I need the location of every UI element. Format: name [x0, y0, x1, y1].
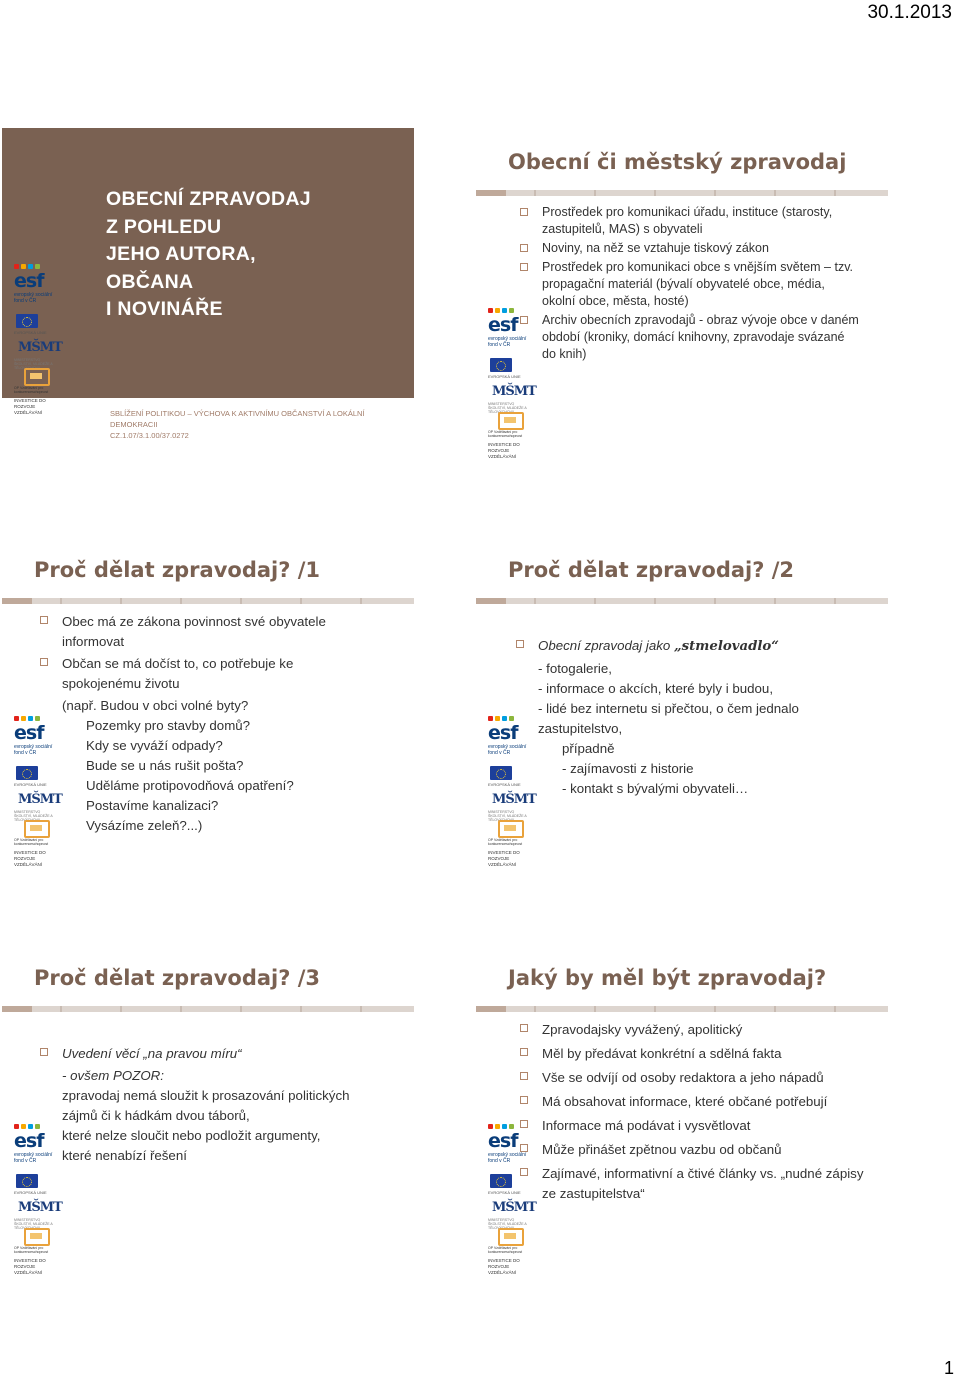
detail-subline: případně — [562, 741, 615, 756]
square-bullet-icon — [520, 1120, 528, 1128]
title-divider — [2, 598, 414, 604]
bullet-list — [516, 636, 856, 799]
slide-heading: Obecní či městský zpravodaj — [508, 150, 847, 174]
slide-why-3 — [2, 944, 412, 1275]
slide-heading: Proč dělat zpravodaj? /2 — [508, 558, 795, 582]
title-divider — [476, 1006, 888, 1012]
title-line: OBECNÍ ZPRAVODAJ — [106, 188, 311, 210]
op-caption: OP Vzdělávání pro konkurenceschopnost — [488, 1246, 523, 1254]
detail-line: které nelze sloučit nebo podložit argumenty, — [62, 1128, 321, 1143]
op-logo-icon — [498, 412, 524, 430]
detail-line: - ovšem POZOR: — [62, 1068, 164, 1083]
detail-line: - informace o akcích, které byly i budou, — [538, 681, 774, 696]
slide-title — [2, 128, 412, 440]
detail-line: - fotogalerie, — [538, 661, 612, 676]
detail-subline: - zajímavosti z historie — [562, 761, 694, 776]
list-item: Prostředek pro komunikaci úřadu, instituce (starosty, zastupitelů, MAS) s obyvateli — [520, 204, 860, 238]
op-caption: OP Vzdělávání pro konkurenceschopnost — [488, 430, 523, 438]
op-caption: OP Vzdělávání pro konkurenceschopnost — [488, 838, 523, 846]
invest-caption: INVESTICE DO ROZVOJE VZDĚLÁVÁNÍ — [488, 1258, 520, 1275]
msmt-caption: MINISTERSTVO ŠKOLSTVÍ, MLÁDEŽE A TĚLOVÝCHOVY — [488, 402, 527, 414]
slide-why-1 — [2, 536, 412, 867]
msmt-logo: MŠMT — [18, 340, 62, 355]
esf-logo: esf — [488, 716, 518, 740]
op-caption: OP Vzdělávání pro konkurenceschopnost — [14, 386, 49, 394]
msmt-caption: MINISTERSTVO ŠKOLSTVÍ, MLÁDEŽE A TĚLOVÝCHOVY — [14, 1218, 53, 1230]
list-item: Zpravodajsky vyvážený, apolitický — [520, 1020, 865, 1040]
eu-caption: EVROPSKÁ UNIE — [488, 374, 521, 379]
project-footer — [110, 408, 410, 441]
title-line: I NOVINÁŘE — [106, 298, 223, 320]
eu-flag-icon — [490, 358, 512, 372]
eu-flag-icon — [16, 1174, 38, 1188]
invest-caption: INVESTICE DO ROZVOJE VZDĚLÁVÁNÍ — [14, 398, 46, 415]
invest-caption: INVESTICE DO ROZVOJE VZDĚLÁVÁNÍ — [488, 850, 520, 867]
op-logo-icon — [24, 1228, 50, 1246]
square-bullet-icon — [520, 1168, 528, 1176]
square-bullet-icon — [520, 1096, 528, 1104]
esf-caption: evropský sociální fond v ČR — [14, 292, 53, 304]
example-intro: (např. Budou v obci volné byty? — [62, 698, 249, 713]
bullet-list — [40, 612, 370, 836]
title-divider — [476, 598, 888, 604]
invest-caption: INVESTICE DO ROZVOJE VZDĚLÁVÁNÍ — [488, 442, 520, 459]
square-bullet-icon — [40, 658, 48, 666]
detail-line: zpravodaj nemá sloužit k prosazování politických zájmů či k hádkám dvou táborů, — [62, 1088, 350, 1123]
slide-why-2 — [476, 536, 886, 867]
detail-line: - lidé bez internetu si přečtou, o čem jednalo zastupitelstvo, — [538, 701, 799, 736]
square-bullet-icon — [520, 244, 528, 252]
eu-flag-icon — [490, 766, 512, 780]
slide-heading: Proč dělat zpravodaj? /3 — [34, 966, 321, 990]
list-item: Noviny, na něž se vztahuje tiskový zákon — [520, 240, 860, 257]
msmt-caption: MINISTERSTVO ŠKOLSTVÍ, MLÁDEŽE A TĚLOVÝCHOVY — [14, 358, 53, 370]
list-item: Může přinášet zpětnou vazbu od občanů — [520, 1140, 865, 1160]
eu-flag-icon — [16, 766, 38, 780]
op-logo-icon — [498, 1228, 524, 1246]
msmt-logo: MŠMT — [18, 792, 62, 807]
square-bullet-icon — [520, 1048, 528, 1056]
op-caption: OP Vzdělávání pro konkurenceschopnost — [14, 838, 49, 846]
msmt-caption: MINISTERSTVO ŠKOLSTVÍ, MLÁDEŽE A TĚLOVÝCHOVY — [488, 1218, 527, 1230]
list-item: Má obsahovat informace, které občané potřebují — [520, 1092, 865, 1112]
eu-caption: EVROPSKÁ UNIE — [14, 1190, 47, 1195]
msmt-caption: MINISTERSTVO ŠKOLSTVÍ, MLÁDEŽE A TĚLOVÝCHOVY — [14, 810, 53, 822]
msmt-logo: MŠMT — [492, 384, 536, 399]
project-name: SBLÍŽENÍ POLITIKOU – VÝCHOVA K AKTIVNÍMU OBČANSTVÍ A LOKÁLNÍ DEMOKRACII — [110, 409, 365, 429]
bullet-list — [520, 1020, 865, 1208]
msmt-logo: MŠMT — [492, 792, 536, 807]
eu-caption: EVROPSKÁ UNIE — [14, 330, 47, 335]
esf-caption: evropský sociální fond v ČR — [488, 1152, 527, 1164]
title-line: Z POHLEDU — [106, 215, 222, 238]
logo-column — [14, 264, 62, 434]
square-bullet-icon — [40, 1048, 48, 1056]
page-date: 30.1.2013 — [867, 2, 952, 23]
msmt-caption: MINISTERSTVO ŠKOLSTVÍ, MLÁDEŽE A TĚLOVÝCHOVY — [488, 810, 527, 822]
square-bullet-icon — [520, 316, 528, 324]
square-bullet-icon — [520, 1144, 528, 1152]
bullet-list — [520, 204, 860, 365]
title-divider — [2, 1006, 414, 1012]
esf-logo: esf — [14, 264, 44, 288]
esf-logo: esf — [488, 308, 518, 332]
square-bullet-icon — [520, 263, 528, 271]
slide-zpravodaj — [476, 128, 886, 459]
list-item: Zajímavé, informativní a čtivé články vs. „nudné zápisy ze zastupitelstva“ — [520, 1164, 865, 1204]
example-line: Postavíme kanalizaci? — [86, 798, 219, 813]
square-bullet-icon — [520, 1072, 528, 1080]
esf-caption: evropský sociální fond v ČR — [14, 744, 53, 756]
eu-caption: EVROPSKÁ UNIE — [14, 782, 47, 787]
square-bullet-icon — [516, 640, 524, 648]
title-line: OBČANA — [106, 270, 194, 293]
list-item: Měl by předávat konkrétní a sdělná fakta — [520, 1044, 865, 1064]
esf-logo: esf — [14, 716, 44, 740]
esf-caption: evropský sociální fond v ČR — [488, 336, 527, 348]
detail-line: které nenabízí řešení — [62, 1148, 187, 1163]
msmt-logo: MŠMT — [492, 1200, 536, 1215]
square-bullet-icon — [40, 616, 48, 624]
example-line: Vysázíme zeleň?...) — [86, 818, 203, 833]
esf-caption: evropský sociální fond v ČR — [488, 744, 527, 756]
slide-how — [476, 944, 886, 1275]
presentation-title — [106, 186, 311, 324]
eu-flag-icon — [490, 1174, 512, 1188]
title-line: JEHO AUTORA, — [106, 243, 256, 265]
eu-caption: EVROPSKÁ UNIE — [488, 1190, 521, 1195]
eu-caption: EVROPSKÁ UNIE — [488, 782, 521, 787]
esf-logo: esf — [14, 1124, 44, 1148]
page-number: 1 — [943, 1358, 954, 1378]
esf-caption: evropský sociální fond v ČR — [14, 1152, 53, 1164]
esf-logo: esf — [488, 1124, 518, 1148]
list-item: Informace má podávat i vysvětlovat — [520, 1116, 865, 1136]
slide-heading: Jaký by měl být zpravodaj? — [508, 966, 827, 990]
list-item: Obecní zpravodaj jako „stmelovadlo“ — [516, 636, 856, 657]
list-item: Vše se odvíjí od osoby redaktora a jeho nápadů — [520, 1068, 865, 1088]
square-bullet-icon — [520, 1024, 528, 1032]
eu-flag-icon — [16, 314, 38, 328]
example-line: Uděláme protipovodňová opatření? — [86, 778, 294, 793]
op-logo-icon — [498, 820, 524, 838]
msmt-logo: MŠMT — [18, 1200, 62, 1215]
invest-caption: INVESTICE DO ROZVOJE VZDĚLÁVÁNÍ — [14, 850, 46, 867]
example-line: Pozemky pro stavby domů? — [86, 718, 251, 733]
list-item: Prostředek pro komunikaci obce s vnějším světem – tzv. propagační materiál (bývalí obyvatelé obce, média, okolní obce, města, hosté) — [520, 259, 860, 310]
op-caption: OP Vzdělávání pro konkurenceschopnost — [14, 1246, 49, 1254]
square-bullet-icon — [520, 208, 528, 216]
invest-caption: INVESTICE DO ROZVOJE VZDĚLÁVÁNÍ — [14, 1258, 46, 1275]
detail-subline: - kontakt s bývalými obyvateli… — [562, 781, 749, 796]
bullet-list — [40, 1044, 380, 1166]
example-line: Bude se u nás rušit pošta? — [86, 758, 244, 773]
op-logo-icon — [24, 368, 50, 386]
slide-heading: Proč dělat zpravodaj? /1 — [34, 558, 321, 582]
example-line: Kdy se vyváží odpady? — [86, 738, 223, 753]
project-code: CZ.1.07/3.1.00/37.0272 — [110, 431, 189, 440]
list-item: Archiv obecních zpravodajů - obraz vývoje obce v daném období (kroniky, domácí knihovny, zpravodaje svázané do knih) — [520, 312, 860, 363]
list-item: Občan se má dočíst to, co potřebuje ke spokojenému životu — [40, 654, 370, 694]
list-item: Uvedení věcí „na pravou míru“ — [40, 1044, 380, 1064]
title-divider — [476, 190, 888, 196]
list-item: Obec má ze zákona povinnost své obyvatele informovat — [40, 612, 370, 652]
